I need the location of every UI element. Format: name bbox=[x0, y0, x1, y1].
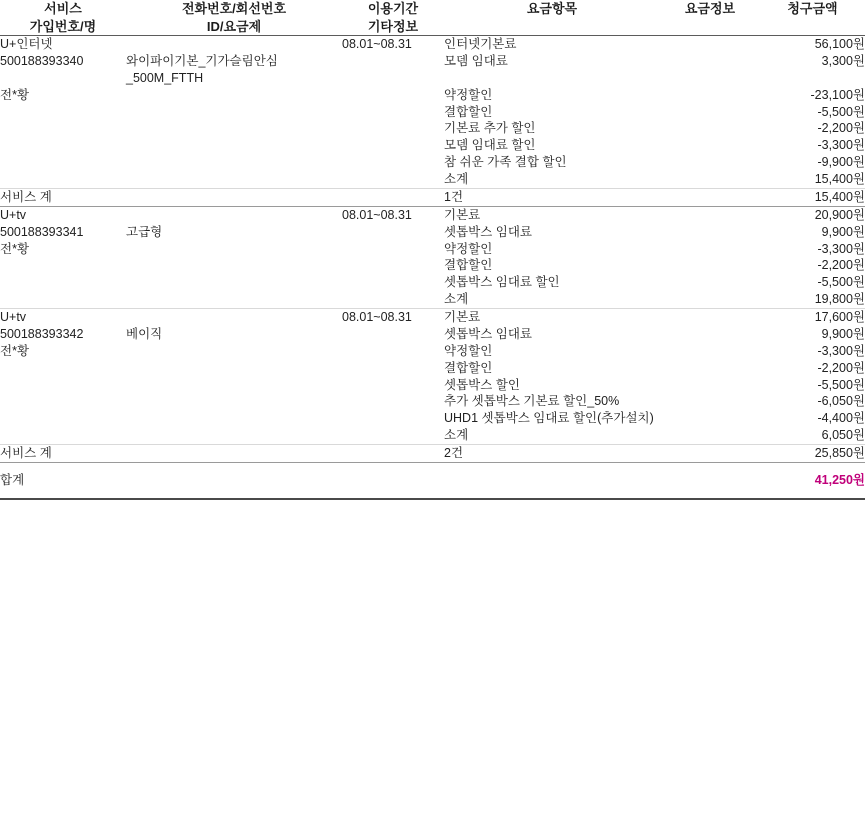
cell-amount: -2,200원 bbox=[817, 121, 865, 136]
cell-phone bbox=[126, 120, 342, 137]
cell-phone bbox=[126, 445, 342, 463]
cell-phone bbox=[126, 154, 342, 171]
cell-item: UHD1 셋톱박스 임대료 할인(추가설치) bbox=[444, 411, 654, 426]
grand-total-row bbox=[0, 462, 865, 498]
cell-period bbox=[342, 53, 444, 87]
cell-phone bbox=[126, 274, 342, 291]
table-row bbox=[0, 87, 865, 104]
cell-amount: 56,100원 bbox=[814, 37, 865, 52]
cell-service bbox=[0, 137, 126, 154]
cell-period bbox=[342, 360, 444, 377]
table-row bbox=[0, 171, 865, 188]
cell-phone bbox=[126, 427, 342, 444]
cell-service: U+인터넷 bbox=[0, 37, 53, 52]
cell-service bbox=[0, 274, 126, 291]
cell-info bbox=[660, 360, 760, 377]
cell-amount: 15,400원 bbox=[760, 171, 865, 188]
cell-period bbox=[342, 326, 444, 343]
cell-service bbox=[0, 360, 126, 377]
cell-info bbox=[660, 377, 760, 394]
table-row bbox=[0, 343, 865, 360]
column-header-phone bbox=[126, 0, 342, 36]
grand-total-spacer bbox=[126, 462, 760, 498]
cell-amount: 19,800원 bbox=[760, 291, 865, 308]
cell-amount: -3,300원 bbox=[817, 343, 865, 358]
cell-service bbox=[0, 257, 126, 274]
grand-total-label: 합계 bbox=[0, 462, 126, 498]
cell-item: 소계 bbox=[444, 291, 660, 308]
cell-info bbox=[660, 137, 760, 154]
column-header-item-line1: 요금항목 bbox=[526, 1, 578, 16]
cell-item: 소계 bbox=[444, 427, 660, 444]
cell-phone bbox=[126, 410, 342, 427]
cell-period bbox=[342, 224, 444, 241]
cell-period bbox=[342, 188, 444, 206]
table-row bbox=[0, 445, 865, 463]
cell-phone bbox=[126, 241, 342, 258]
cell-period bbox=[342, 87, 444, 104]
cell-amount: -5,500원 bbox=[817, 275, 865, 290]
cell-service bbox=[0, 104, 126, 121]
cell-phone bbox=[126, 360, 342, 377]
cell-item: 기본료 bbox=[444, 310, 481, 325]
cell-amount: -6,050원 bbox=[817, 394, 865, 409]
table-row bbox=[0, 377, 865, 394]
table-row bbox=[0, 257, 865, 274]
column-header-period-line1: 이용기간 bbox=[367, 1, 419, 16]
cell-item: 소계 bbox=[444, 171, 660, 188]
cell-item: 1건 bbox=[444, 188, 660, 206]
cell-info bbox=[660, 309, 760, 326]
cell-period bbox=[342, 120, 444, 137]
cell-info bbox=[660, 291, 760, 308]
cell-period bbox=[342, 104, 444, 121]
table-row bbox=[0, 104, 865, 121]
table-row bbox=[0, 241, 865, 258]
cell-phone bbox=[126, 257, 342, 274]
cell-amount: 9,900원 bbox=[821, 224, 865, 239]
cell-period: 08.01~08.31 bbox=[342, 37, 412, 52]
table-row bbox=[0, 154, 865, 171]
cell-period: 08.01~08.31 bbox=[342, 207, 412, 222]
cell-amount: 9,900원 bbox=[821, 326, 865, 341]
cell-service bbox=[0, 427, 126, 444]
cell-item: 기본료 bbox=[444, 207, 481, 222]
cell-info bbox=[660, 343, 760, 360]
cell-phone bbox=[126, 309, 342, 326]
cell-item: 결합할인 bbox=[444, 360, 493, 375]
cell-period bbox=[342, 393, 444, 410]
cell-service bbox=[0, 154, 126, 171]
cell-amount: -5,500원 bbox=[817, 377, 865, 392]
column-header-service-line1: 서비스 bbox=[44, 1, 82, 16]
cell-phone: 고급형 bbox=[126, 224, 163, 239]
cell-phone bbox=[126, 393, 342, 410]
cell-phone: 와이파이기본_기가슬림안심_500M_FTTH bbox=[126, 53, 278, 85]
cell-period bbox=[342, 137, 444, 154]
cell-item: 결합할인 bbox=[444, 104, 493, 119]
cell-period: 08.01~08.31 bbox=[342, 310, 412, 325]
cell-amount: -3,300원 bbox=[817, 241, 865, 256]
cell-item: 셋톱박스 임대료 bbox=[444, 224, 532, 239]
cell-amount: -9,900원 bbox=[817, 155, 865, 170]
cell-info bbox=[660, 224, 760, 241]
cell-info bbox=[660, 274, 760, 291]
cell-phone bbox=[126, 36, 342, 53]
cell-service bbox=[0, 291, 126, 308]
cell-phone bbox=[126, 206, 342, 223]
table-row bbox=[0, 36, 865, 53]
cell-info bbox=[660, 154, 760, 171]
cell-amount: 17,600원 bbox=[814, 310, 865, 325]
table-header bbox=[0, 0, 865, 36]
cell-service bbox=[0, 120, 126, 137]
table-row bbox=[0, 309, 865, 326]
cell-amount: 20,900원 bbox=[814, 207, 865, 222]
cell-period bbox=[342, 445, 444, 463]
table-row bbox=[0, 224, 865, 241]
table-row bbox=[0, 137, 865, 154]
column-header-phone-line2: ID/요금제 bbox=[206, 18, 262, 34]
column-header-service-line2: 가입번호/명 bbox=[29, 18, 97, 34]
cell-service: 전*황 bbox=[0, 343, 30, 358]
cell-service: 전*황 bbox=[0, 241, 30, 256]
table-row bbox=[0, 53, 865, 87]
cell-service: 500188393340 bbox=[0, 53, 84, 68]
cell-phone bbox=[126, 137, 342, 154]
table-row bbox=[0, 393, 865, 410]
cell-item: 약정할인 bbox=[444, 87, 493, 102]
table-row bbox=[0, 120, 865, 137]
cell-item: 셋톱박스 임대료 bbox=[444, 326, 532, 341]
cell-info bbox=[660, 393, 760, 410]
cell-period bbox=[342, 171, 444, 188]
table-row bbox=[0, 274, 865, 291]
cell-item: 약정할인 bbox=[444, 343, 493, 358]
cell-phone bbox=[126, 104, 342, 121]
cell-info bbox=[660, 87, 760, 104]
cell-info bbox=[660, 36, 760, 53]
cell-phone bbox=[126, 188, 342, 206]
column-header-period bbox=[342, 0, 444, 36]
cell-info bbox=[660, 445, 760, 463]
cell-amount: 15,400원 bbox=[760, 188, 865, 206]
cell-service: 500188393342 bbox=[0, 326, 84, 341]
cell-service: 서비스 계 bbox=[0, 445, 126, 463]
cell-item: 인터넷기본료 bbox=[444, 37, 517, 52]
cell-amount: -2,200원 bbox=[817, 258, 865, 273]
table-row bbox=[0, 188, 865, 206]
cell-item: 약정할인 bbox=[444, 241, 493, 256]
column-header-period-line2: 기타정보 bbox=[367, 18, 419, 34]
cell-item: 모뎀 임대료 bbox=[444, 53, 508, 68]
cell-item: 결합할인 bbox=[444, 258, 493, 273]
table-row bbox=[0, 360, 865, 377]
cell-period bbox=[342, 291, 444, 308]
cell-info bbox=[660, 241, 760, 258]
cell-phone: 베이직 bbox=[126, 326, 163, 341]
cell-period bbox=[342, 427, 444, 444]
cell-service: 전*황 bbox=[0, 87, 30, 102]
cell-phone bbox=[126, 171, 342, 188]
cell-info bbox=[660, 257, 760, 274]
cell-amount: 6,050원 bbox=[760, 427, 865, 444]
table-row bbox=[0, 206, 865, 223]
cell-info bbox=[660, 206, 760, 223]
cell-service: U+tv bbox=[0, 310, 27, 325]
cell-service bbox=[0, 171, 126, 188]
column-header-amount bbox=[760, 0, 865, 36]
table-row bbox=[0, 326, 865, 343]
cell-period bbox=[342, 154, 444, 171]
cell-info bbox=[660, 188, 760, 206]
column-header-info bbox=[660, 0, 760, 36]
column-header-phone-line1: 전화번호/회선번호 bbox=[181, 1, 287, 16]
cell-service bbox=[0, 393, 126, 410]
cell-period bbox=[342, 343, 444, 360]
column-header-amount-line1: 청구금액 bbox=[787, 1, 838, 16]
cell-info bbox=[660, 326, 760, 343]
cell-period bbox=[342, 274, 444, 291]
cell-phone bbox=[126, 291, 342, 308]
cell-item: 2건 bbox=[444, 445, 660, 463]
cell-item: 추가 셋톱박스 기본료 할인_50% bbox=[444, 394, 620, 409]
cell-service: 500188393341 bbox=[0, 224, 84, 239]
table-row bbox=[0, 291, 865, 308]
cell-info bbox=[660, 427, 760, 444]
cell-amount: -4,400원 bbox=[817, 411, 865, 426]
cell-amount: 25,850원 bbox=[760, 445, 865, 463]
cell-info bbox=[660, 410, 760, 427]
cell-amount: -2,200원 bbox=[817, 360, 865, 375]
column-header-info-line1: 요금정보 bbox=[684, 1, 736, 16]
cell-info bbox=[660, 53, 760, 87]
cell-service: 서비스 계 bbox=[0, 188, 126, 206]
cell-amount: -3,300원 bbox=[817, 138, 865, 153]
header-row bbox=[0, 0, 865, 36]
table-body bbox=[0, 36, 865, 499]
cell-amount: -5,500원 bbox=[817, 104, 865, 119]
cell-period bbox=[342, 410, 444, 427]
cell-info bbox=[660, 171, 760, 188]
cell-amount: -23,100원 bbox=[810, 87, 865, 102]
cell-service bbox=[0, 410, 126, 427]
column-header-service bbox=[0, 0, 126, 36]
cell-phone bbox=[126, 377, 342, 394]
cell-service bbox=[0, 377, 126, 394]
cell-info bbox=[660, 120, 760, 137]
cell-amount: 3,300원 bbox=[821, 53, 865, 68]
table-row bbox=[0, 427, 865, 444]
cell-period bbox=[342, 241, 444, 258]
cell-period bbox=[342, 257, 444, 274]
cell-item: 셋톱박스 할인 bbox=[444, 377, 520, 392]
column-header-item bbox=[444, 0, 660, 36]
cell-service: U+tv bbox=[0, 207, 27, 222]
grand-total-amount: 41,250원 bbox=[760, 462, 865, 498]
table-row bbox=[0, 410, 865, 427]
cell-item: 모뎀 임대료 할인 bbox=[444, 138, 536, 153]
cell-item: 참 쉬운 가족 결합 할인 bbox=[444, 155, 567, 170]
cell-info bbox=[660, 104, 760, 121]
cell-item: 셋톱박스 임대료 할인 bbox=[444, 275, 560, 290]
cell-phone bbox=[126, 87, 342, 104]
cell-phone bbox=[126, 343, 342, 360]
cell-item: 기본료 추가 할인 bbox=[444, 121, 536, 136]
cell-period bbox=[342, 377, 444, 394]
